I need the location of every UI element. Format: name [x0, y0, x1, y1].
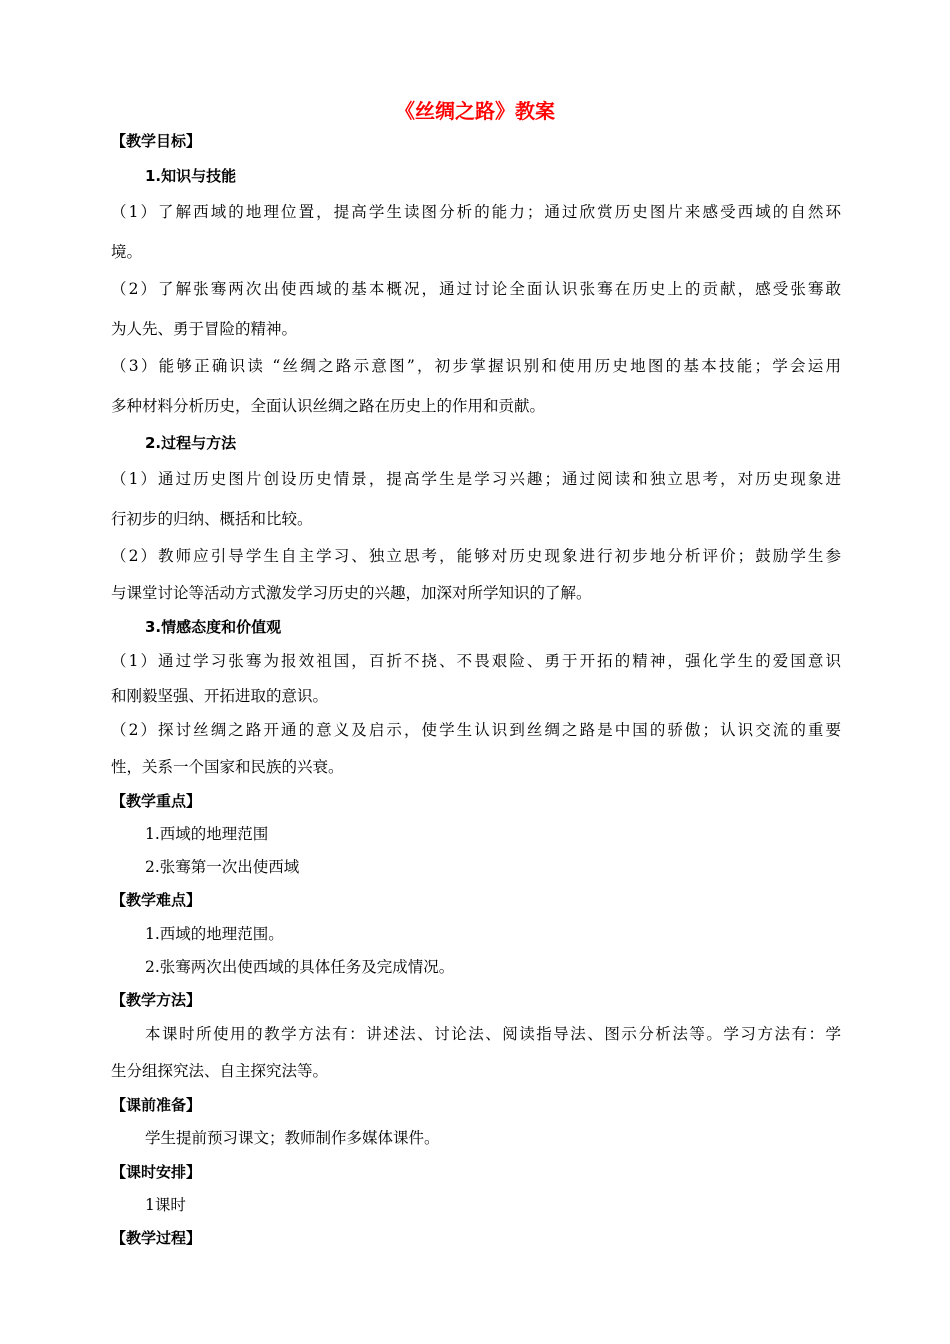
paragraph-line: 性，关系一个国家和民族的兴衰。 — [111, 758, 344, 776]
paragraph-line: 学生提前预习课文；教师制作多媒体课件。 — [145, 1129, 440, 1147]
section-heading-schedule: 【课时安排】 — [111, 1163, 202, 1181]
paragraph-line: 1课时 — [145, 1196, 186, 1214]
section-heading-difficulties: 【教学难点】 — [111, 891, 202, 909]
subheading-emotion: 3.情感态度和价值观 — [145, 618, 282, 636]
paragraph-line: （2）了解张骞两次出使西域的基本概况，通过讨论全面认识张骞在历史上的贡献，感受张骞敢 — [111, 280, 841, 298]
paragraph-line: 和刚毅坚强、开拓进取的意识。 — [111, 687, 329, 705]
subheading-knowledge: 1.知识与技能 — [145, 167, 237, 185]
paragraph-line: 多种材料分析历史，全面认识丝绸之路在历史上的作用和贡献。 — [111, 397, 546, 415]
paragraph-line: 境。 — [111, 243, 143, 261]
paragraph-line: （1）通过历史图片创设历史情景，提高学生是学习兴趣；通过阅读和独立思考，对历史现象进 — [111, 470, 841, 488]
section-heading-preparation: 【课前准备】 — [111, 1096, 202, 1114]
section-heading-objectives: 【教学目标】 — [111, 132, 202, 150]
section-heading-methods: 【教学方法】 — [111, 991, 202, 1009]
section-heading-teaching-process: 【教学过程】 — [111, 1229, 202, 1247]
section-heading-key-points: 【教学重点】 — [111, 792, 202, 810]
paragraph-line: 为人先、勇于冒险的精神。 — [111, 320, 298, 338]
list-item: 1.西域的地理范围。 — [145, 925, 284, 943]
paragraph-line: 与课堂讨论等活动方式激发学习历史的兴趣，加深对所学知识的了解。 — [111, 584, 592, 602]
list-item: 1.西域的地理范围 — [145, 825, 269, 843]
paragraph-line: 行初步的归纳、概括和比较。 — [111, 510, 313, 528]
paragraph-line: 生分组探究法、自主探究法等。 — [111, 1062, 329, 1080]
list-item: 2.张骞第一次出使西域 — [145, 858, 300, 876]
subheading-process: 2.过程与方法 — [145, 434, 237, 452]
document-title: 《丝绸之路》教案 — [395, 99, 555, 123]
list-item: 2.张骞两次出使西域的具体任务及完成情况。 — [145, 958, 455, 976]
paragraph-line: 本课时所使用的教学方法有：讲述法、讨论法、阅读指导法、图示分析法等。学习方法有：学 — [145, 1025, 841, 1043]
paragraph-line: （2）教师应引导学生自主学习、独立思考，能够对历史现象进行初步地分析评价；鼓励学生参 — [111, 547, 841, 565]
paragraph-line: （3）能够正确识读 “丝绸之路示意图”，初步掌握识别和使用历史地图的基本技能；学会运用 — [111, 357, 841, 375]
paragraph-line: （1）通过学习张骞为报效祖国，百折不挠、不畏艰险、勇于开拓的精神，强化学生的爱国意识 — [111, 652, 841, 670]
paragraph-line: （1）了解西域的地理位置，提高学生读图分析的能力；通过欣赏历史图片来感受西域的自然环 — [111, 203, 841, 221]
paragraph-line: （2）探讨丝绸之路开通的意义及启示，使学生认识到丝绸之路是中国的骄傲；认识交流的重要 — [111, 721, 841, 739]
